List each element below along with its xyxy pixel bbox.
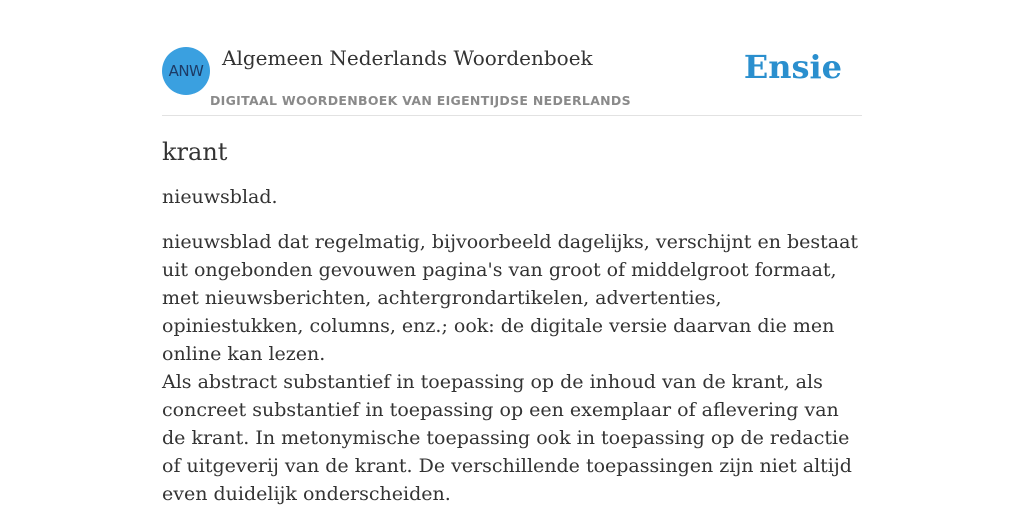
header — [162, 44, 862, 116]
definition-paragraph-1: nieuwsblad dat regelmatig, bijvoorbeeld dagelijks, verschijnt en bestaat uit ongebonden gevouwen pagina's van groot of middelgroot formaat, met nieuwsberichten, achtergrondartikelen, advertenties, opiniestukken, columns, enz.; ook: de digitale versie daarvan die men online kan lezen. — [162, 231, 859, 365]
entry-card — [162, 44, 862, 508]
definition-paragraph-2: Als abstract substantief in toepassing op de inhoud van de krant, als concreet substantief in toepassing op een exemplaar of aflevering van de krant. In metonymische toepassing ook in toepassing op de redactie of uitgeverij van de krant. De verschillende toepassingen zijn niet altijd even duidelijk onderscheiden. — [162, 371, 852, 505]
site-subtitle: DIGITAAL WOORDENBOEK VAN EIGENTIJDSE NEDERLANDS — [210, 93, 631, 108]
ensie-brand-link[interactable]: Ensie — [743, 48, 842, 86]
logo-text: ANW — [168, 62, 204, 80]
anw-logo[interactable] — [162, 47, 210, 95]
long-definition — [162, 228, 862, 508]
short-definition: nieuwsblad. — [162, 186, 278, 208]
site-title[interactable]: Algemeen Nederlands Woordenboek — [222, 46, 593, 70]
headword: krant — [162, 138, 228, 166]
